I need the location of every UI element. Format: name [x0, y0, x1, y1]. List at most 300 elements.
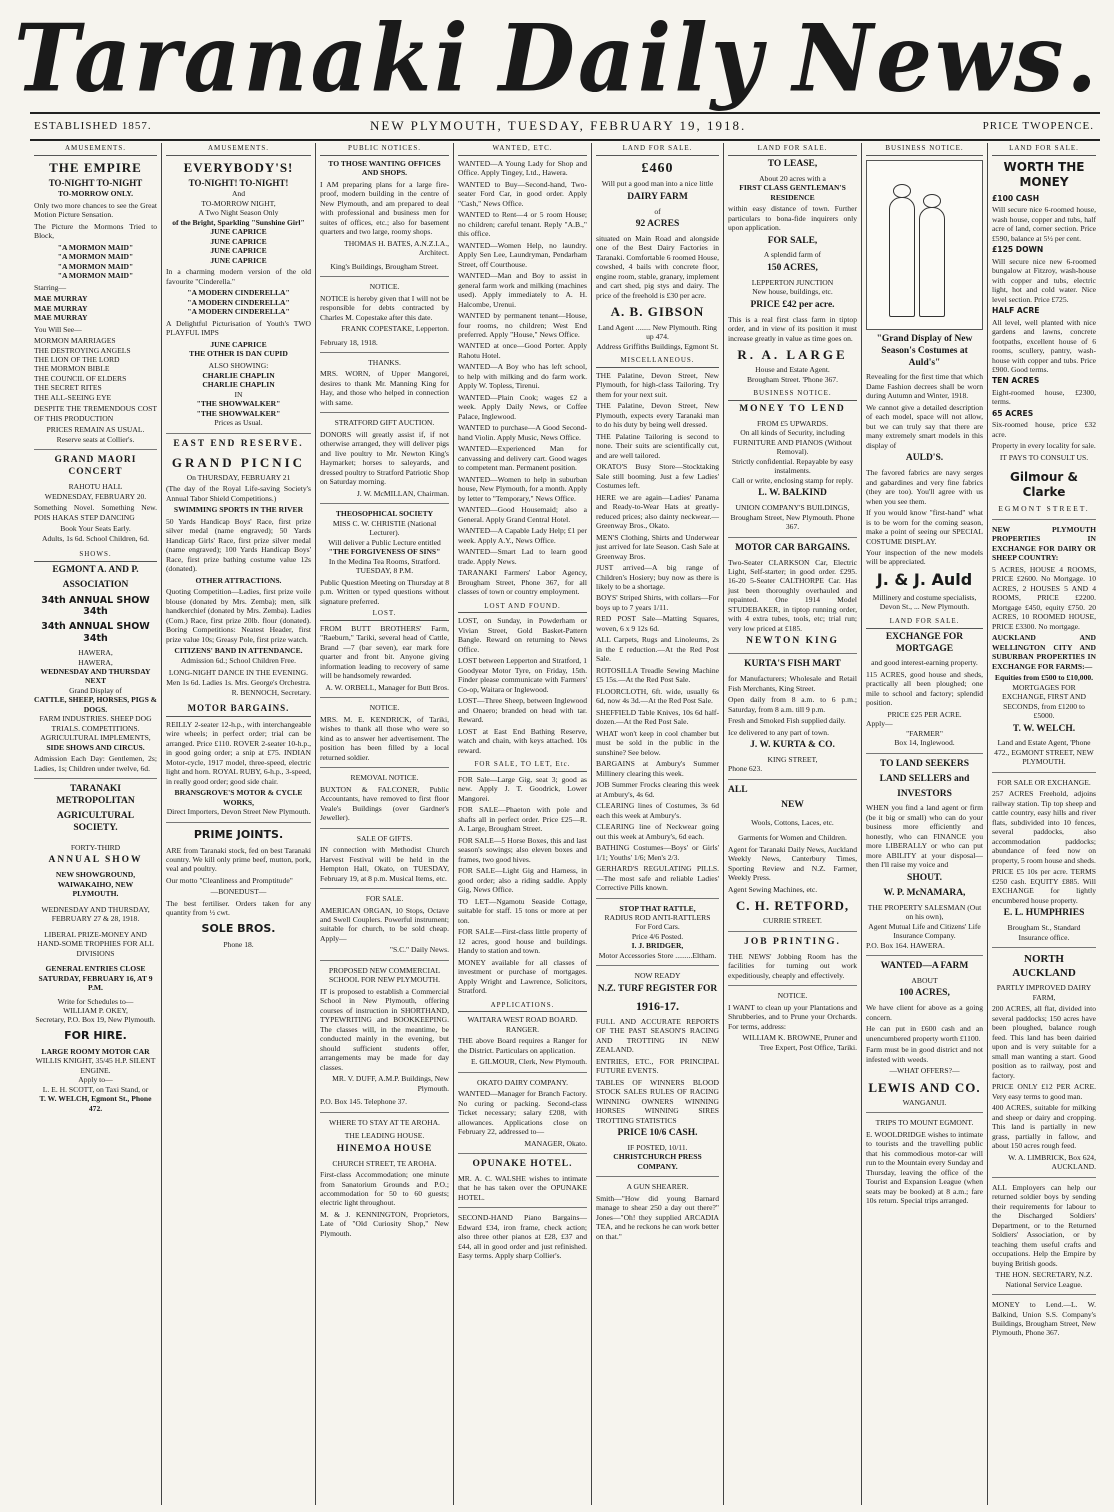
everybodys-title: EVERYBODY'S!: [183, 159, 294, 175]
section-header: AMUSEMENTS.: [166, 143, 311, 156]
concert-hall: RAHOTU HALL: [68, 482, 123, 492]
jj-auld-logo: J. & J. Auld: [876, 569, 973, 589]
misc-ad: CLEARING line of Neckwear going out this week at Ambury's, 6d each.: [596, 822, 719, 841]
caprice-line: JUNE CAPRICE: [210, 236, 267, 246]
motorcar-title: MOTOR CAR BARGAINS.: [735, 542, 850, 553]
star-name: MAE MURRAY: [34, 313, 88, 323]
annual-show: 34th ANNUAL SHOW 34th: [41, 594, 150, 618]
divider: [728, 779, 857, 780]
eer-title: EAST END RESERVE.: [173, 438, 304, 449]
misc-ad: RED POST Sale—Matting Squares, woven, 6 x 9 12s 6d.: [596, 614, 719, 633]
list-item: THE LION OF THE LORD: [34, 355, 120, 364]
ten-title: TEN ACRES: [992, 376, 1040, 386]
humphries-addr: Brougham St., Standard Insurance office.: [1007, 923, 1081, 942]
sixtyfive-text: Six-roomed house, price £32 acre.: [992, 420, 1096, 439]
offices-title: TO THOSE WANTING OFFICES AND SHOPS.: [328, 158, 441, 178]
price-line: Price 4/6 Posted.: [631, 931, 684, 941]
misc-ad: ALL Carpets, Rugs and Linoleums, 2s in the £ reduction.—At the Red Post Sale.: [596, 635, 719, 664]
bridger-addr: Motor Accessories Store .........Eltham.: [598, 950, 717, 960]
divider: [866, 1112, 983, 1113]
money-strict: Strictly confidential. Repayable by easy instalments.: [731, 456, 854, 476]
organ-text: AMERICAN ORGAN, 10 Stops, Octave and Swell Couplers. Powerful instrument; suitable for church, to be sold cheap. Apply—: [320, 905, 449, 943]
prime-text: ARE from Taranaki stock, fed on best Taranaki country. We kill only prime beef, mutton, pork, veal and poultry.: [166, 845, 311, 874]
picnic-title: GRAND PICNIC: [171, 454, 306, 470]
pobox-label: P.O. Box 164. HAWERA.: [866, 940, 945, 950]
notice2-title: NOTICE.: [369, 703, 400, 713]
half-title: HALF ACRE: [992, 306, 1040, 316]
orbell-sig: A. W. ORBELL, Manager for Butt Bros.: [325, 682, 449, 692]
large-name: R. A. LARGE: [737, 347, 848, 363]
onlyprice-text: PRICE ONLY £12 PER ACRE. Very easy terms to good man.: [992, 1082, 1096, 1101]
wanted-ad: WANTED—Man and Boy to assist in general farm work and milking (machines used). Apply immediately to A. H. Halcombe, Urenui.: [458, 271, 587, 309]
show-admit: Admission Each Day: Gentlemen, 2s; Ladies, 1s; Children under twelve, 6d.: [34, 754, 157, 773]
tomorrow-label: TO-MORROW ONLY.: [57, 189, 134, 199]
mutual-label: Agent Mutual Life and Citizens' Life Insurance Company.: [868, 921, 981, 941]
price-257: PRICE £5 10s per acre. TERMS £250 cash. EQUITY £885. Will EXCHANGE for lightly encumbered house property.: [992, 867, 1096, 905]
admission-line: Admission 6d.; School Children Free.: [180, 655, 297, 665]
money-kinds: On all kinds of Security, including: [740, 428, 845, 438]
columns: [30, 143, 1100, 1505]
down-text: Will secure nice new 6-roomed bungalow at Fitzroy, wash-house with copper and tubs, electric light, hot and cold water. Nice level section. Price £725.: [992, 256, 1096, 304]
kurta-fresh: Fresh and Smoked Fish supplied daily.: [728, 716, 846, 726]
bonedust-text: The best fertiliser. Orders taken for any quantity from ½ cwt.: [166, 898, 311, 918]
offers-label: —WHAT OFFERS?—: [889, 1066, 960, 1076]
findagent-text: WHEN you find a land agent or firm (be it big or small) who can do your business more efficiently and honestly, who can FINANCE you more LIBERALLY or who can put more ABILITY at your disposal—then I'll raise my voice and: [866, 803, 983, 870]
tms-annual: ANNUAL SHOW: [48, 855, 143, 866]
acres-200: 200 ACRES, all flat, divided into several paddocks; 150 acres have been ploughed, balance rough feed. This land has been dairied upon and is very suitable for a small man wanting a start. Good position as to railway, post and factory.: [992, 1004, 1096, 1080]
lease-residence: FIRST CLASS GENTLEMAN'S RESIDENCE: [739, 183, 846, 202]
misc-ad: OKATO'S Busy Store—Stocktaking Sale still booming. Just a few Ladies' Costumes left.: [596, 462, 719, 491]
turf-tables: TABLES OF WINNERS BLOOD STOCK SALES RULES OF RACING WINNING OWNERS WINNING HORSES WINNING SIRES TROTTING STATISTICS: [596, 1077, 719, 1125]
lease-within: within easy distance of town. Further particulars to bona-fide inquirers only upon application.: [728, 204, 857, 233]
proposed-title: PROPOSED NEW COMMERCIAL SCHOOL FOR NEW PLYMOUTH.: [328, 965, 441, 985]
exchange-title: NEW PLYMOUTH PROPERTIES IN EXCHANGE FOR DAIRY OR SHEEP COUNTRY:: [992, 524, 1096, 563]
garments-label: Garments for Women and Children.: [738, 833, 847, 843]
inspect-text: Your inspection of the new models will be appreciated.: [866, 548, 983, 567]
notice-title: NOTICE.: [777, 991, 808, 1001]
aulds-label: AULD'S.: [905, 453, 944, 464]
farm-acres: 150 ACRES,: [767, 262, 818, 273]
thanks-text: MRS. WORN, of Upper Mangorei, desires to thank Mr. Manning King for Hay, and those who helped in connection with same.: [320, 369, 449, 407]
auckland-title: AUCKLAND AND WELLINGTON CITY AND SUBURBAN PROPERTIES IN EXCHANGE FOR FARMS:—: [992, 633, 1096, 671]
okato-manager: MANAGER, Okato.: [524, 1138, 587, 1148]
turf-entries: ENTRIES, ETC., FOR PRINCIPAL FUTURE EVENTS.: [596, 1056, 719, 1076]
costume-illustration: [866, 160, 983, 330]
masonic: In the Medina Tea Rooms, Stratford.: [328, 556, 441, 566]
dairy-acres: 92 ACRES: [635, 219, 680, 230]
opunake-title: OPUNAKE HOTEL.: [472, 1159, 573, 1170]
sale-ad: TO LET—Ngamotu Seaside Cottage, suitable for staff. 15 tons or more at per ton.: [458, 896, 587, 925]
money-call: Call or write, enclosing stamp for reply.: [732, 475, 853, 485]
divider: [320, 828, 449, 829]
in-label: IN: [234, 389, 243, 399]
farm-text: This is a real first class farm in tiptop order, and in view of its position it must increase greatly in value as time goes on.: [728, 314, 857, 343]
hire-apply-name: L. E. H. SCOTT, on Taxi Stand, or: [42, 1084, 149, 1094]
lost-text: FROM BUTT BROTHERS' Farm, "Raeburn," Tariki, several head of Cattle, Brand —7 (bar seven), ear mark fore quarter and front bit. Anyone giving information leading to recovery of same will be handsomely rewarded.: [320, 623, 449, 681]
divider: [866, 955, 983, 956]
kurta-title: KURTA'S FISH MART: [744, 659, 841, 670]
divider: [992, 947, 1096, 948]
date-label: NEW PLYMOUTH, TUESDAY, FEBRUARY 19, 1918.: [370, 118, 747, 133]
wanted-ad: WANTED—A Capable Lady Help; £1 per week. Apply A.Y., News Office.: [458, 526, 587, 545]
column-3: [316, 143, 454, 1505]
section-header: SHOWS.: [34, 549, 157, 562]
radius-line: RADIUS ROD ANTI-RATTLERS: [604, 913, 711, 922]
picnic-shield: (The day of the Royal Life-saving Society's Annual Tabor Shield Competitions.): [166, 484, 311, 503]
money-furniture: FURNITURE AND PIANOS (Without Removal).: [733, 437, 852, 457]
column-7: [862, 143, 988, 1505]
wanted-ad: WANTED—Women to help in suburban house, New Plymouth, for a month. Apply by letter to "Temporary," News Office.: [458, 474, 587, 503]
sole-phone: Phone 18.: [223, 939, 254, 949]
wanted-acres: 100 ACRES,: [899, 988, 950, 999]
misc-ad: MEN'S Clothing, Shirts and Underwear just arrived for late Season. Cash Sale at Greenway Bros.: [596, 532, 719, 561]
forsale-title: FOR SALE, TO LET, Etc.: [458, 759, 587, 772]
misc-title: MISCELLANEOUS.: [596, 355, 719, 368]
divider: [320, 960, 449, 961]
show-days: WEDNESDAY AND THURSDAY NEXT: [40, 666, 151, 686]
divider: [458, 1207, 587, 1208]
despite-text: DESPITE THE TREMENDOUS COST OF THIS PRODUCTION: [34, 404, 157, 423]
concert-date: WEDNESDAY, FEBRUARY 20.: [44, 491, 147, 501]
tms-entries: GENERAL ENTRIES CLOSE SATURDAY, FEBRUARY 16, AT 9 P.M.: [38, 964, 153, 993]
large-addr: House and Estate Agent.: [755, 365, 830, 375]
leading-house: THE LEADING HOUSE.: [344, 1131, 425, 1141]
fabrics-text: The favored fabrics are navy serges and gabardines and very fine fabrics (they are too). You'll agree with us when you see them.: [866, 468, 983, 506]
sixtyfive-title: 65 ACRES: [992, 408, 1034, 418]
list-item: MORMON MARRIAGES: [34, 336, 116, 346]
wanted-ad: WANTED—Plain Cook; wages £2 a week. Apply Daily News, or Coffee Palace, Inglewood.: [458, 392, 587, 421]
show-cattle: CATTLE, SHEEP, HORSES, PIGS & DOGS.: [34, 695, 158, 714]
woolridge-text: E. WOOLDRIDGE wishes to intimate to tourists and the travelling public that his commodious motor-car will run to the Mountain every Sunday and Thursday, leaving the office of the Tourist and Expansion League (when seats may be booked) at 8 a.m.; fare 10s return. Special trips arranged.: [866, 1129, 983, 1206]
kurta-sig: J. W. KURTA & CO.: [750, 740, 835, 751]
sc-sig: "S.C." Daily News.: [389, 945, 449, 955]
sewing-text: Agent Sewing Machines, etc.: [728, 884, 818, 894]
job-title: JOB PRINTING.: [744, 936, 841, 947]
agent-text: Agent for Taranaki Daily News, Auckland Weekly News, Canterbury Times, Sporting Review and N.Z. Farmer, Weekly Press.: [728, 844, 857, 883]
list-item: THE COUNCIL OF ELDERS: [34, 373, 127, 383]
concert-admission: Adults, 1s 6d. School Children, 6d.: [42, 533, 149, 543]
misc-ad: GERHARD'S REGULATING PILLS.—The most safe and reliable Ladies' Corrective Pills known.: [596, 864, 719, 893]
divider: [166, 433, 311, 434]
aroha-title: WHERE TO STAY AT TE AROHA.: [329, 1117, 440, 1127]
wanted-ad: WANTED by permanent tenant—House, four rooms, no children; West End preferred. Apply "House," News Office.: [458, 311, 587, 339]
motor-title: MOTOR BARGAINS.: [166, 702, 311, 717]
farm-splendid: A splendid farm of: [763, 250, 822, 260]
grand-display: "Grand Display of New Season's Costumes at Auld's": [876, 333, 973, 368]
balkind-name: L. W. BALKIND: [758, 488, 827, 499]
applications-title: APPLICATIONS.: [458, 1000, 587, 1013]
shearer-title: A GUN SHEARER.: [626, 1182, 689, 1192]
gilmour-sig: E. GILMOUR, Clerk, New Plymouth.: [470, 1057, 587, 1067]
notice-title: NOTICE.: [369, 282, 400, 292]
caprice-line: JUNE CAPRICE: [210, 339, 267, 349]
show-grand: Grand Display of: [69, 685, 122, 695]
tomorrow-label: TO-MORROW NIGHT,: [201, 198, 276, 208]
apply-label: Apply—: [866, 719, 893, 729]
misc-ad: BOYS' Striped Shirts, with collars—For boys up to 7 years 1/11.: [596, 593, 719, 612]
tms-okey-addr: Secretary, P.O. Box 19, New Plymouth.: [35, 1015, 156, 1025]
first-text: If you would know "first-hand" what is to be worn for the coming season, make a point of seeing our SPECIAL COSTUME DISPLAY.: [866, 508, 983, 546]
divider: [166, 822, 311, 823]
retford-name: C. H. RETFORD,: [735, 898, 850, 914]
cash-text: Will secure nice 6-roomed house, wash house, copper and tubs, half acre of land, corner section. Price £590, balance at 5½ per cent.: [992, 205, 1096, 243]
section-header: AMUSEMENTS.: [34, 143, 157, 156]
nowready: NOW READY: [634, 971, 681, 981]
annual-show: 34th ANNUAL SHOW 34th: [41, 621, 150, 645]
divider: [320, 767, 449, 768]
divider: [34, 449, 157, 450]
wanted-ad: WANTED—A Boy who has left school, to help with milking and do farm work. Apply W. Topless, Tirenui.: [458, 362, 587, 391]
column-4: [454, 143, 592, 1505]
egmont-street: EGMONT STREET.: [998, 504, 1090, 514]
column-8: [988, 143, 1100, 1505]
wanted-ad: WANTED to Buy—Second-hand, Two-seater Ford Car, in good order. Apply "Cash," News Office.: [458, 179, 587, 208]
showwalker-line: "THE SHOWWALKER": [196, 408, 281, 418]
bennoch-sig: R. BENNOCH, Secretary.: [231, 688, 311, 698]
sale-ad: MONEY available for all classes of investment or purchase of mortgages. Apply Wright and Lawrence, Solicitors, Stratford.: [458, 957, 587, 996]
exchange-and: and good interest-earning property.: [871, 658, 978, 668]
farm-lepperton: LEPPERTON JUNCTION: [751, 277, 834, 287]
delight-text: A Delightful Picturisation of Youth's TWO PLAYFUL IMPS: [166, 318, 311, 338]
ten-text: Eight-roomed house, £2300, terms.: [992, 387, 1096, 407]
intro-text: Only two more chances to see the Great Motion Picture Sensation.: [34, 200, 157, 220]
welch-name: T. W. WELCH.: [1012, 723, 1076, 734]
divider: [596, 898, 719, 899]
bright-label: of the Bright, Sparkling "Sunshine Girl": [172, 217, 305, 227]
kennington-sig: M. & J. KENNINGTON, Proprietors, Late of "Old Curiosity Shop," New Plymouth.: [320, 1209, 449, 1238]
business-title: BUSINESS NOTICE.: [728, 388, 857, 401]
misc-ad: THE Palatine, Devon Street, New Plymouth, for high-class Tailoring. Try them for your next suit.: [596, 370, 719, 399]
large-street: Brougham Street. 'Phone 367.: [746, 374, 838, 384]
kurta-phone: Phone 623.: [728, 764, 763, 774]
assoc-title: EGMONT A. AND P.: [52, 564, 139, 575]
misc-ad: THE Palatine Tailoring is second to none. Their suits are scientifically cut, and are well tailored.: [596, 431, 719, 460]
divider: [320, 352, 449, 353]
section-header: LAND FOR SALE.: [596, 143, 719, 156]
divider: [34, 778, 157, 779]
tms-liberal: LIBERAL PRIZE-MONEY AND HAND-SOME TROPHIES FOR ALL DIVISIONS: [37, 929, 154, 958]
section-header: BUSINESS NOTICE.: [866, 143, 983, 156]
gilmour-logo: Gilmour & Clarke: [1010, 470, 1078, 500]
down-title: £125 DOWN: [992, 245, 1044, 255]
masthead-word-news: News.: [792, 3, 1100, 113]
misc-ad: HERE we are again—Ladies' Panama and Ready-to-Wear Hats at greatly-reduced prices; also dainty neckwear.—Greenway Bros., Okato.: [596, 492, 719, 531]
dairy-of: of: [654, 206, 661, 216]
column-2: [162, 143, 316, 1505]
misc-ad: JOB Summer Frocks clearing this week at Ambury's, 4s 6d.: [596, 780, 719, 799]
show-farm: FARM INDUSTRIES. SHEEP DOG TRIALS. COMPETITIONS. AGRICULTURAL IMPLEMENTS,: [39, 714, 152, 743]
forgiveness: "THE FORGIVENESS OF SINS": [328, 547, 441, 557]
notice-text: NOTICE is hereby given that I will not be responsible for debts contracted by Charles M. Copestake after this date.: [320, 293, 449, 322]
sale-gifts-text: IN connection with Methodist Church Harvest Festival will be held in the Hempton Hall, Okato, on TUESDAY, February 19, at 8 p.m. Musical Items, etc.: [320, 845, 449, 883]
client-text: We have client for above as a going concern.: [866, 1003, 983, 1022]
lostfound-title: LOST AND FOUND.: [458, 601, 587, 614]
tms-date: WEDNESDAY AND THURSDAY, FEBRUARY 27 & 28, 1918.: [41, 904, 150, 924]
divider: [458, 1072, 587, 1073]
dairy-text: situated on Main Road and alongside one of the Best Dairy Factories in Taranaki. Comfortable 6 roomed House, cowshed, 4 bails with concrete floor, engine room, stable, granary, implement and cart shed, pig stys and dairy. The price of the freehold is £30 per acre.: [596, 233, 719, 300]
north-title: NORTH AUCKLAND: [1012, 952, 1076, 979]
property-text: Property in every locality for sale.: [992, 441, 1096, 451]
stratford-title: STRATFORD GIFT AUCTION.: [334, 418, 435, 428]
landsale-title: LAND FOR SALE.: [866, 616, 983, 629]
hire-car-sub: WILLIS KNIGHT, 35/45 H.P. SILENT ENGINE.: [35, 1056, 156, 1075]
divider: [992, 519, 1096, 520]
divider: [992, 1177, 1096, 1178]
waitara-text: THE above Board requires a Ranger for the District. Particulars on application.: [458, 1036, 587, 1055]
dairy-price: £460: [641, 160, 674, 176]
other-text: Quoting Competition—Ladies, first prize voile blouse (donated by Mrs. Zemba); men, silk handkerchief (donated by Mrs. Zemba). Ladies (Com.) Race, first prize 20lb. flour (donated). Boring Competitions: Neatest Header, first prize value 10s; Greasy Pole, first prize watch.: [166, 587, 311, 644]
turf-press: CHRISTCHURCH PRESS COMPANY.: [613, 1152, 702, 1171]
list-item: THE MORMON BIBLE: [34, 364, 110, 374]
pays-text: IT PAYS TO CONSULT US.: [999, 452, 1089, 462]
wanted-ad: WANTED—Experienced Man for canvassing and delivery cart. Good wages to competent man. Permanent position.: [458, 444, 587, 473]
thanks-title: THANKS.: [368, 357, 401, 367]
partly-title: PARTLY IMPROVED DAIRY FARM,: [996, 983, 1092, 1002]
copestake-sig: FRANK COPESTAKE, Lepperton.: [341, 324, 449, 334]
section-header: LAND FOR SALE.: [992, 143, 1096, 156]
wanted-ad: WANTED at once—Good Porter. Apply Rahotu Hotel.: [458, 341, 587, 360]
column-6: [724, 143, 862, 1505]
limbrick-sig: W. A. LIMBRICK, Box 624, AUCKLAND.: [1008, 1152, 1096, 1172]
hire-car: LARGE ROOMY MOTOR CAR: [41, 1046, 150, 1056]
farm-forsale: FOR SALE,: [767, 235, 818, 246]
sale-gifts-title: SALE OF GIFTS.: [356, 833, 413, 843]
empire-title: THE EMPIRE: [49, 159, 142, 175]
cash-title: £100 CASH: [992, 193, 1040, 203]
waitara-title: WAITARA WEST ROAD BOARD. RANGER.: [467, 1015, 578, 1034]
forsale-title: FOR SALE.: [365, 894, 404, 904]
equities-text: Equities from £500 to £10,000.: [994, 673, 1094, 683]
sellers-title: LAND SELLERS and: [879, 773, 970, 784]
presents-text: The Picture the Mormons Tried to Block,: [34, 221, 157, 241]
box-label: Box 14, Inglewood.: [894, 738, 955, 748]
bonedust-title: —BONEDUST—: [210, 887, 267, 897]
okato-text: WANTED—Manager for Branch Factory. No curing or packing. Second-class Ticket necessary; salary £208, with allowances. Applications close on February 22, addressed to—: [458, 1089, 587, 1137]
showwalker-line: "THE SHOWWALKER": [196, 399, 281, 409]
divider: [728, 653, 857, 654]
caprice-line: JUNE CAPRICE: [210, 227, 267, 237]
lost-ad: LOST at East End Bathing Reserve, watch and chain, with keys attached. 10s reward.: [458, 726, 587, 755]
wanted-ad: WANTED—Women Help, no laundry. Apply Sen Lee, Laundryman, Pendarham Street, off Courthouse.: [458, 240, 587, 269]
tms-write: Write for Schedules to—: [57, 996, 134, 1006]
lewis-name: LEWIS AND CO.: [868, 1079, 981, 1095]
divider: [320, 888, 449, 889]
wanted-ad: WANTED—A Young Lady for Shop and Office. Apply Tingey, Ltd., Hawera.: [458, 158, 587, 178]
wanted-farm: WANTED—A FARM: [880, 960, 969, 971]
also-showing: ALSO SHOWING:: [208, 361, 269, 371]
divider: [320, 1112, 449, 1113]
established-label: ESTABLISHED 1857.: [34, 120, 152, 132]
cupid-line: THE OTHER IS DAN CUPID: [189, 349, 288, 358]
tuesday: TUESDAY, 8 P.M.: [355, 566, 414, 576]
feature-line: "A MORMON MAID": [57, 261, 134, 271]
sale-ad: FOR Sale—Large Gig, seat 3; good as new. Apply J. T. Goodrick, Lower Mangorei.: [458, 774, 587, 803]
divider: [320, 412, 449, 413]
lost-ad: LOST, on Sunday, in Powderham or Vivian Street, Gold Basket-Pattern Bangle. Reward on returning to News Office.: [458, 616, 587, 654]
money-text: MONEY to Lend.—L. W. Balkind, Union S.S. Company's Buildings, Brougham Street, New Plymouth, Phone 367.: [992, 1300, 1096, 1338]
notice-text: I WANT to clean up your Plantations and Shrubberies, and to Prune your Orchards. For terms, address:: [728, 1002, 857, 1031]
woman-figure-icon: [889, 197, 915, 317]
kendrick-text: MRS. M. E. KENDRICK, of Tariki, wishes to thank all those who were so kind as to answer her advertisement. The position has been filled by a local returned soldier.: [320, 714, 449, 762]
okato-title: OKATO DAIRY COMPANY.: [477, 1077, 568, 1087]
bates-sig: THOMAS H. BATES, A.N.Z.I.A., Architect.: [344, 238, 449, 258]
cinderella-note: In a charming modern version of the old favourite "Cinderella.": [166, 267, 311, 286]
misc-ad: BATHING Costumes—Boys' or Girls' 1/1; Youths' 1/6; Men's 2/3.: [596, 843, 719, 862]
season-label: A Two Night Season Only: [198, 208, 279, 218]
see-label: You Will See—: [34, 324, 82, 334]
job-text: THE NEWS' Jobbing Room has the facilities for turning out work expeditiously, cheaply and effectively.: [728, 951, 857, 980]
bransgrove-addr: Direct Importers, Devon Street New Plymouth.: [166, 807, 311, 817]
wanted-ad: WANTED to Rent—4 or 5 room House; no children; careful tenant. Reply "A.B.," this office.: [458, 210, 587, 239]
christie: MISS C. W. CHRISTIE (National Lecturer).: [332, 518, 437, 538]
wanted-ad: WANTED—Good Housemaid; also a General. Apply Grand Central Hotel.: [458, 505, 587, 524]
motor-text: REILLY 2-seater 12-h.p., with interchangeable wire wheels; in perfect order; trial can be arranged. Price £110. ROVER 2-seater 10-h.p., in good going order; a snip at £75. INDIAN Motor-cycle, 1917 model, three-speed, electric light and horn. ROYAL RUBY, 6-h.p., 3-speed, in really good order; good side chair.: [166, 719, 311, 786]
stratford-text: DONORS will greatly assist if, if not otherwise arranged, they will deliver pigs and live poultry to Mr. Newton King's Haymarket; horses to saleyards, and dressed poultry to Stratford Patriotic Shop on Saturday morning.: [320, 429, 449, 487]
turf-posted: IF POSTED, 10/11.: [627, 1142, 688, 1152]
tms-forty-third: FORTY-THIRD: [70, 842, 121, 852]
turf-title: N.Z. TURF REGISTER FOR: [597, 983, 718, 994]
duff-box: P.O. Box 145. Telephone 37.: [320, 1097, 408, 1107]
price-per-acre: PRICE £25 PER ACRE.: [887, 709, 962, 719]
wools-label: Wools, Cottons, Laces, etc.: [751, 817, 834, 827]
rattle-title: STOP THAT RATTLE,: [619, 903, 696, 913]
concert-book: Book Your Seats Early.: [60, 524, 131, 534]
motorcar-text: Two-Seater CLARKSON Car, Electric Light, Self-starter; in good order. £295. 16-20 5-Seater CALTHORPE Car. Has just been thoroughly overhauled and repainted. One 1914 Model STUDEBAKER, in tiptop running order, with 4 extra tubes, tools, etc; trial run; very low priced at £185.: [728, 557, 857, 633]
sale-ad: FOR SALE—Phaeton with pole and shafts all in perfect order. Price £25—R. A. Large, Brougham Street.: [458, 805, 587, 834]
feature-line: "A MORMON MAID": [57, 271, 134, 281]
kurta-open: Open daily from 8 a.m. to 6 p.m.; Saturday, from 8 a.m. till 9 p.m.: [728, 695, 857, 714]
picnic-date: On THURSDAY, FEBRUARY 21: [186, 473, 291, 482]
prices-text: PRICES REMAIN AS USUAL.: [46, 425, 145, 435]
sale-ad: FOR SALE—Light Gig and Harness, in good order; also a riding saddle. Apply Gig, News Office.: [458, 866, 587, 895]
feature-line: "A MORMON MAID": [57, 252, 134, 262]
woman-figure-icon: [919, 207, 945, 317]
cinderella-line: "A MODERN CINDERELLA": [187, 297, 290, 307]
dance-fee: Men 1s 6d. Ladies 1s. Mrs. George's Orchestra.: [166, 677, 311, 687]
wanted-about: ABOUT: [911, 975, 938, 985]
misc-ad: THE Palatine, Devon Street, New Plymouth, expects every Taranaki man to do his duty by being well dressed.: [596, 401, 719, 430]
divider: [320, 697, 449, 698]
prime-title: PRIME JOINTS.: [193, 827, 284, 841]
reveal-text: Revealing for the first time that which Dame Fashion decrees shall be worn during Autumn and Winter, 1918.: [866, 372, 983, 401]
section-header: WANTED, ETC.: [458, 143, 587, 156]
farmmust-text: Farm must be in good district and not infested with weeds.: [866, 1045, 983, 1064]
masthead-title: [14, 3, 1100, 113]
masthead-word-taranaki: Taranaki: [14, 3, 471, 113]
masthead-rule-bottom: [30, 139, 1100, 141]
chaplin-line: CHARLIE CHAPLIN: [202, 380, 275, 390]
prices-label: Prices as Usual.: [214, 418, 263, 428]
proposed-text: IT is proposed to establish a Commercial School in New Plymouth, offering courses of instruction in SHORTHAND, TYPEWRITING and BOOKKEEPING. The classes will, in the meantime, be conducted mainly in the evening, but should sufficient students offer, arrangements may be made for day classes.: [320, 986, 449, 1072]
gibson-addr: Land Agent ........ New Plymouth. Ring up 474.: [598, 322, 717, 342]
newton-king: NEWTON KING: [746, 636, 839, 647]
question-text: Public Question Meeting on Thursday at 8 p.m. Written or typed questions without signature preferred.: [320, 577, 449, 606]
theo-title: THEOSOPHICAL SOCIETY: [335, 509, 434, 519]
millinery-text: Millinery and costume specialists, Devon St., ... New Plymouth.: [872, 592, 977, 612]
farm-newhouse: New house, buildings, etc.: [752, 287, 833, 297]
acres-257: 257 ACRES Freehold, adjoins railway station. Tip top sheep and cattle country, easy hills and river flats, subdivided into 10 fences, several paddocks, also accommodation paddocks; abundance of feed now on property, 5 room house and sheds.: [992, 789, 1096, 865]
acres-400: 400 ACRES, suitable for milking and sheep or dairy and cropping. This land is partially in new grass, partially in fallow, and about 150 acres rough feed.: [992, 1103, 1096, 1151]
exchange-title: EXCHANGE FOR MORTGAGE: [885, 631, 964, 654]
divider: [866, 753, 983, 754]
hinemoa-addr: CHURCH STREET, TE AROHA.: [332, 1158, 437, 1168]
duff-sig: MR. V. DUFF, A.M.P. Buildings, New Plymouth.: [332, 1074, 449, 1093]
turf-year: 1916-17.: [636, 998, 679, 1013]
bransgrove-title: BRANSGROVE'S MOTOR & CYCLE WORKS,: [174, 788, 303, 807]
misc-ad: BARGAINS at Ambury's Summer Millinery clearing this week.: [596, 759, 719, 778]
lease-title: TO LEASE,: [767, 158, 818, 169]
dairy-title: DAIRY FARM: [627, 191, 688, 202]
